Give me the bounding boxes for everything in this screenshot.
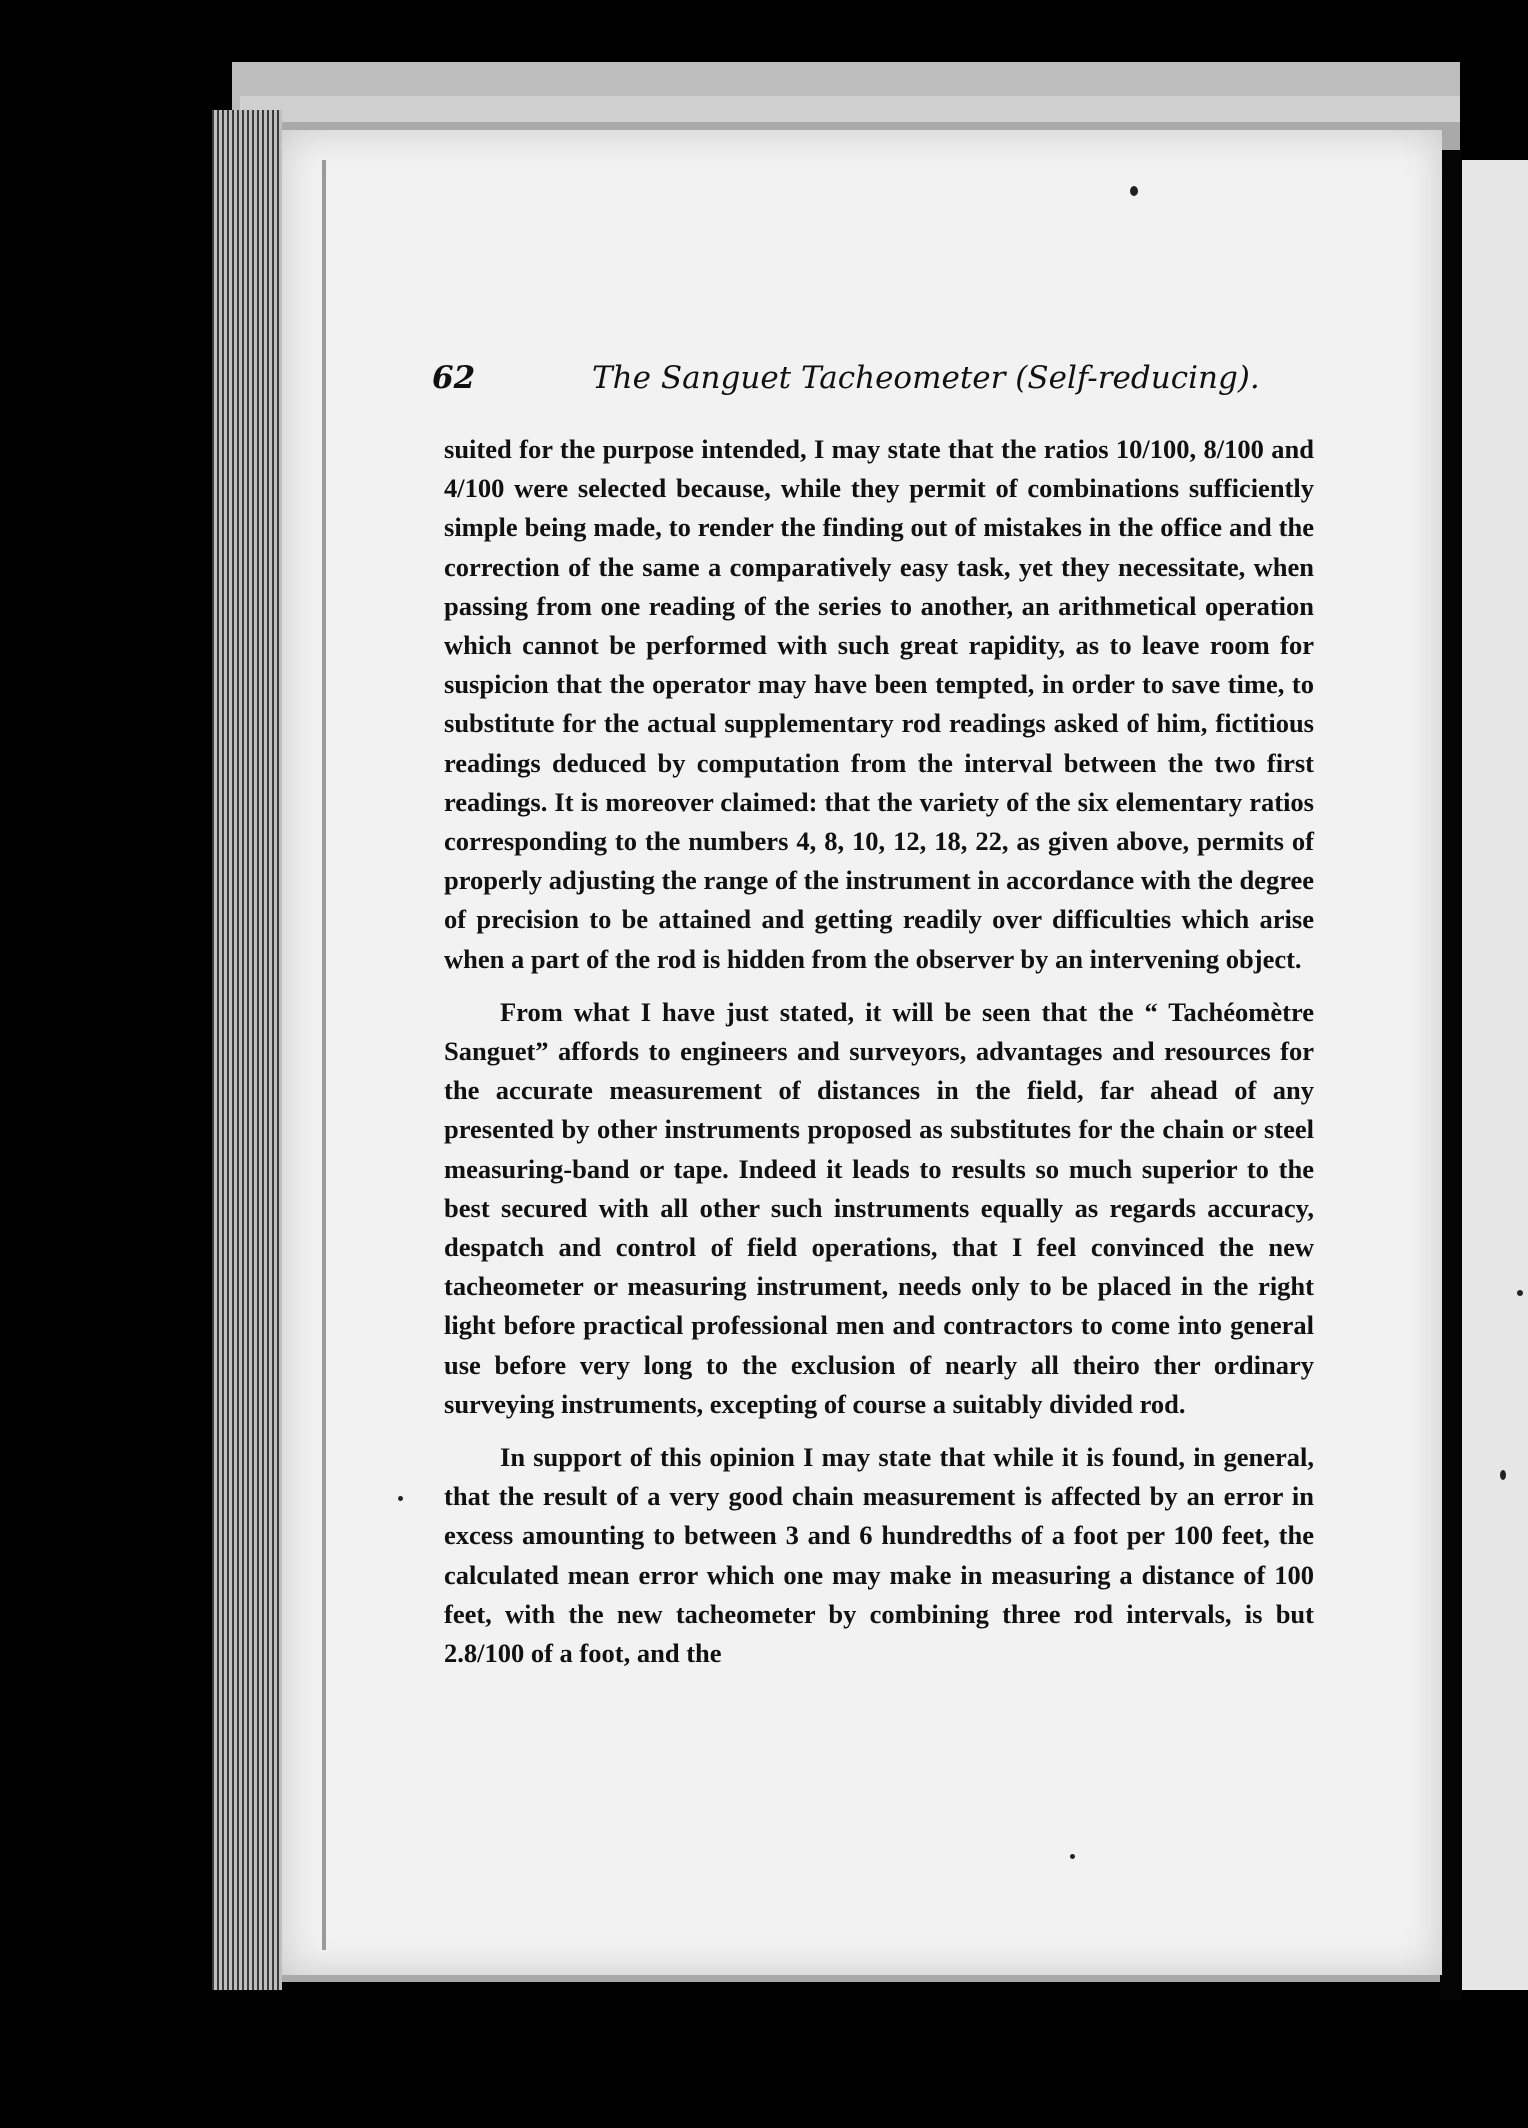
- facing-page-edge: [1462, 160, 1528, 1990]
- body-text: [444, 430, 1314, 1687]
- scan-speck: [1130, 186, 1138, 196]
- scan-speck: [1500, 1470, 1506, 1480]
- paragraph-1: suited for the purpose intended, I may state that the ratios 10/100, 8/100 and 4/100 were selected because, while they permit of combinations sufficiently simple being made, to render the finding out of mistakes in the office and the correction of the same a comparatively easy task, yet they necessitate, when passing from one reading of the series to another, an arithmetical operation which cannot be performed with such great rapidity, as to leave room for suspicion that the operator may have been tempted, in order to save time, to substitute for the actual supplementary rod readings asked of him, fictitious readings deduced by computation from the interval between the two first readings. It is moreover claimed: that the variety of the six elementary ratios corresponding to the numbers 4, 8, 10, 12, 18, 22, as given above, permits of properly adjusting the range of the instrument in accordance with the degree of precision to be attained and getting readily over difficulties which arise when a part of the rod is hidden from the observer by an intervening object.: [444, 434, 1314, 974]
- gutter-shadow: [1440, 150, 1462, 2000]
- page-margin-line: [322, 160, 326, 1950]
- page-stack-lines: [212, 110, 282, 1990]
- paragraph-3: In support of this opinion I may state that while it is found, in general, that the result of a very good chain measurement is affected by an error in excess amounting to between 3 and 6 hundredths of a foot per 100 feet, the calculated mean error which one may make in measuring a distance of 100 feet, with the new tacheometer by combining three rod intervals, is but 2.8/100 of a foot, and the: [444, 1442, 1314, 1669]
- paragraph-2: From what I have just stated, it will be seen that the “ Tachéomètre Sanguet” affords to engineers and surveyors, advantages and resources for the accurate measurement of distances in the field, far ahead of any presented by other instruments proposed as substitutes for the chain or steel measuring-band or tape. Indeed it leads to results so much superior to the best secured with all other such instruments equally as regards accuracy, despatch and control of field operations, that I feel convinced the new tacheometer or measuring instrument, needs only to be placed in the right light before practical professional men and contractors to come into general use before very long to the exclusion of nearly all theiro ther ordinary surveying instruments, excepting of course a suitably divided rod.: [444, 996, 1314, 1419]
- scan-speck: [1517, 1290, 1523, 1296]
- page-header: [432, 360, 1312, 410]
- page-number: 62: [432, 360, 476, 396]
- scan-speck: [1070, 1854, 1075, 1859]
- running-head: The Sanguet Tacheometer (Self-reducing).: [592, 360, 1260, 396]
- scan-speck: [398, 1496, 403, 1501]
